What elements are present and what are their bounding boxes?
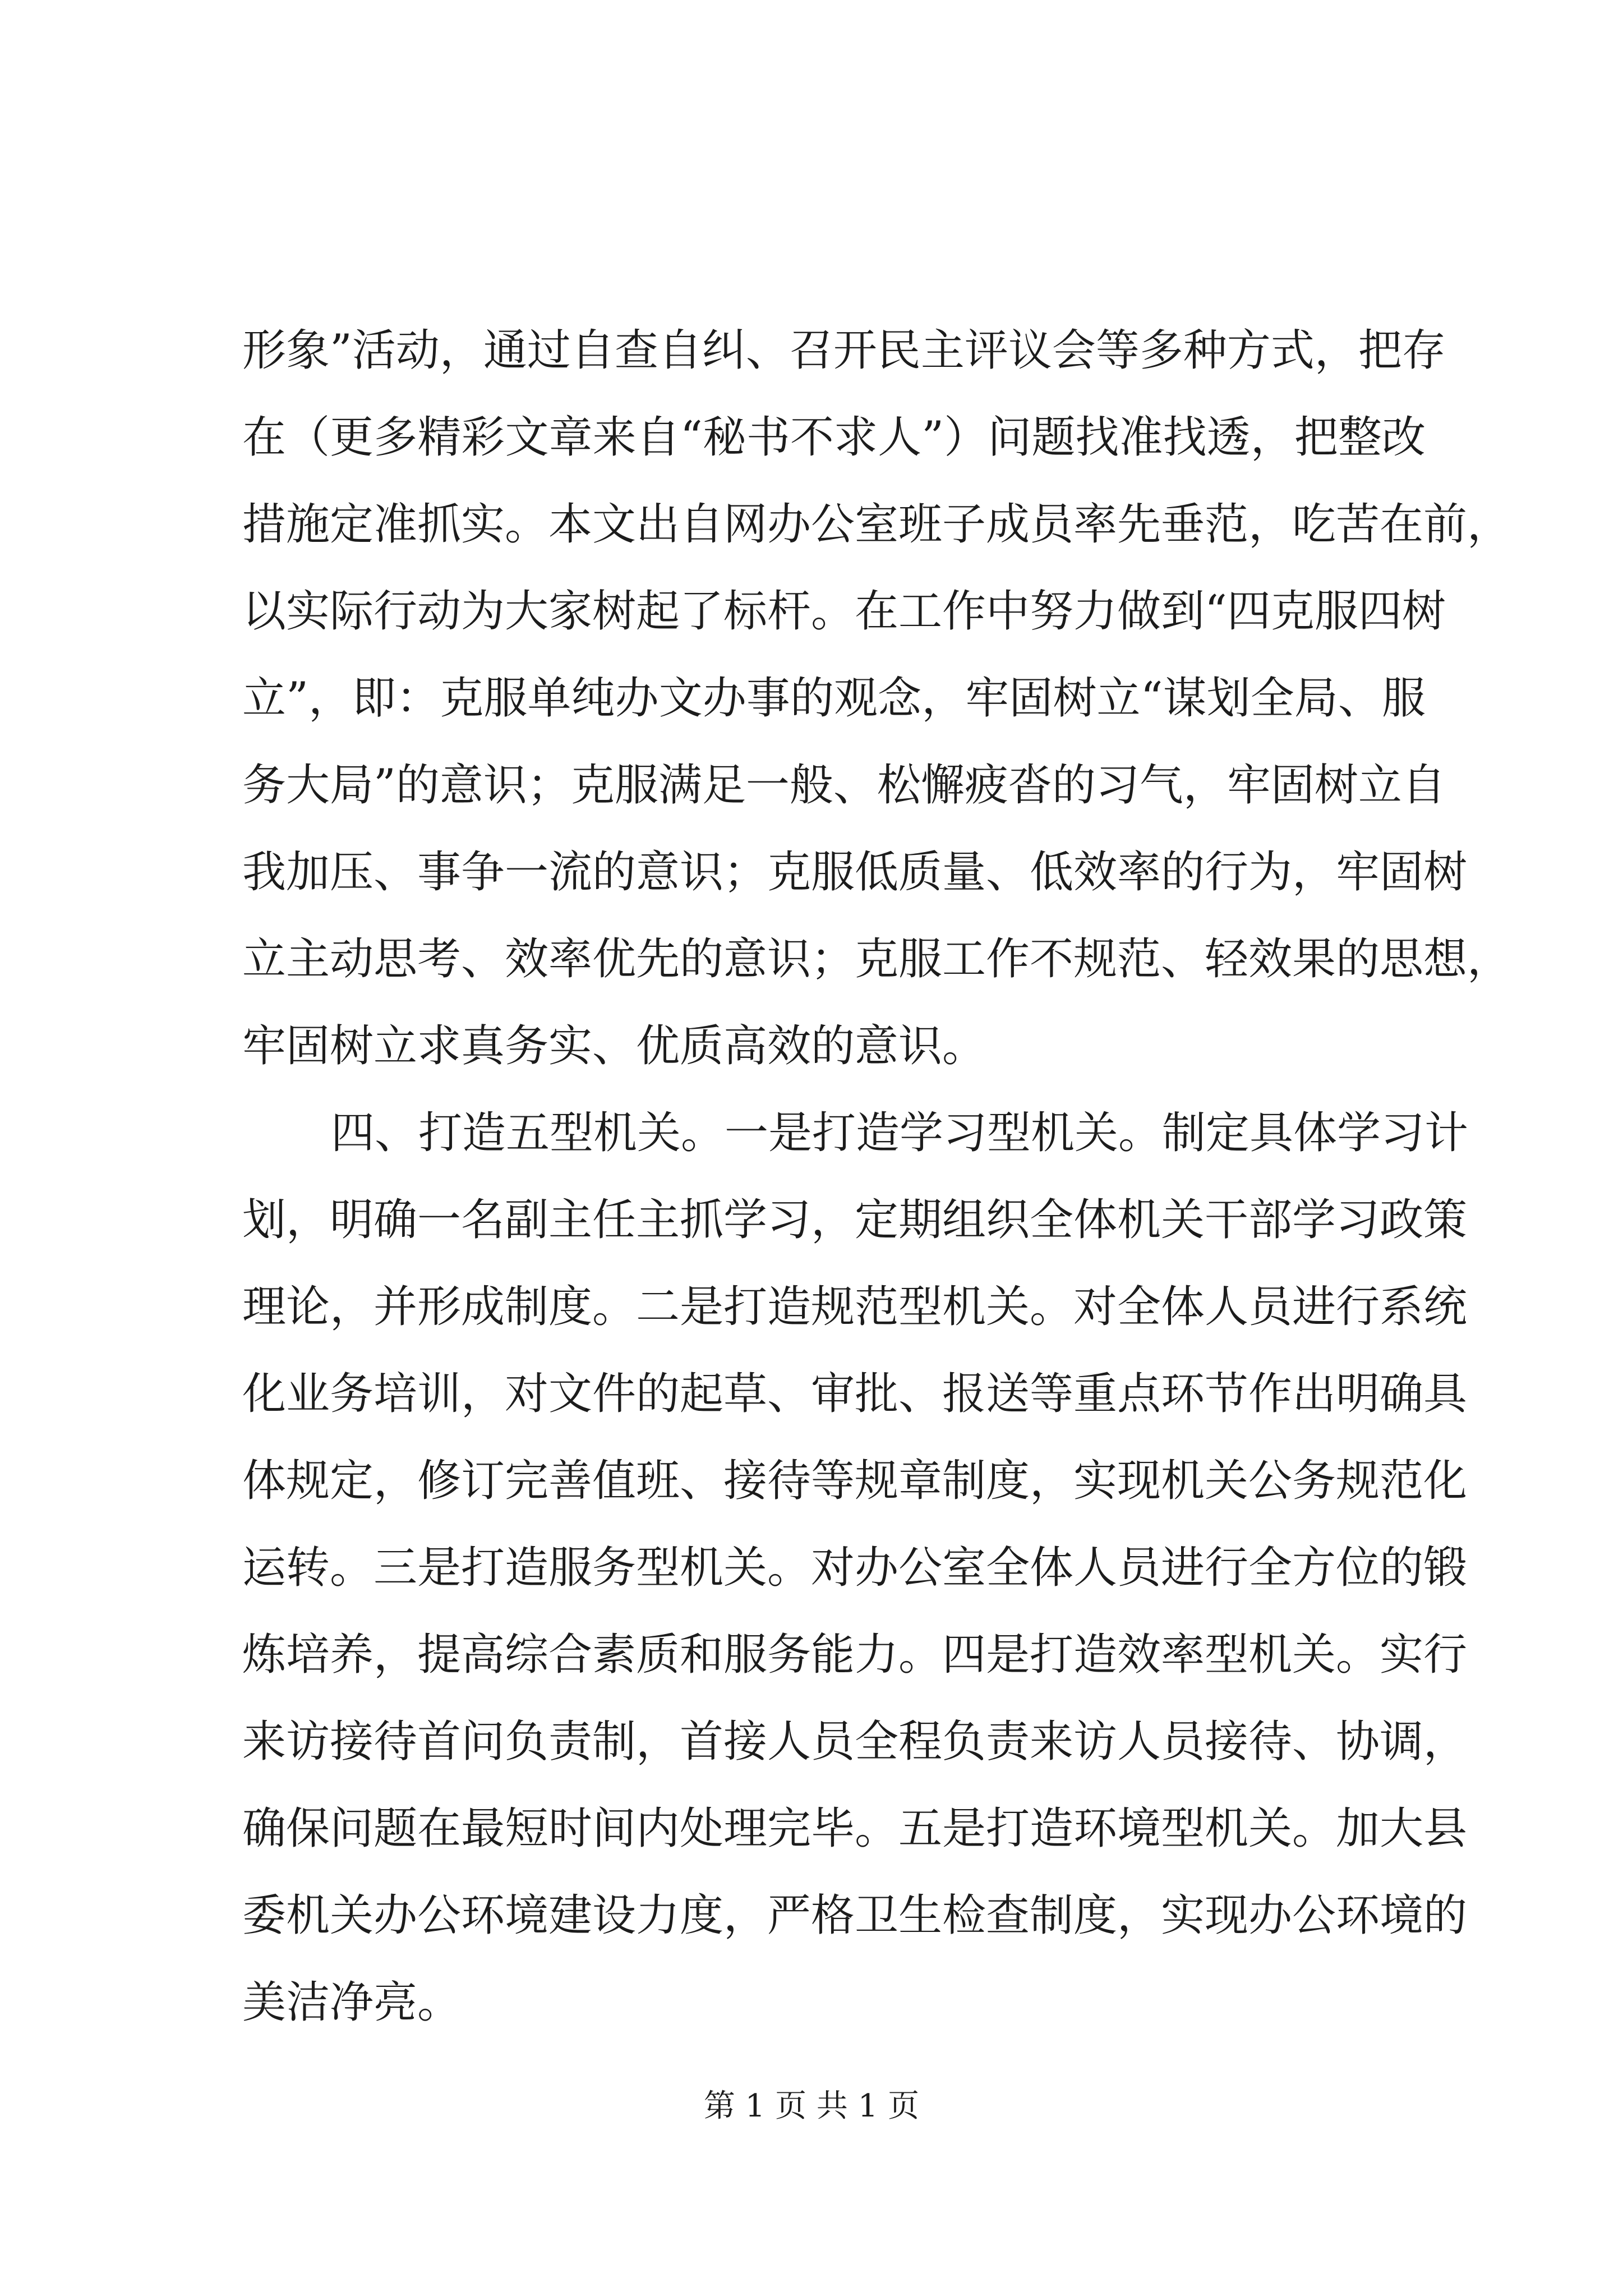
text-line: 划，明确一名副主任主抓学习，定期组织全体机关干部学习政策 [242,1195,1468,1245]
text-line: 美洁净亮。 [242,1977,462,2028]
text-line: 运转。三是打造服务型机关。对办公室全体人员进行全方位的锻 [242,1543,1468,1593]
text-line: 理论，并形成制度。二是打造规范型机关。对全体人员进行系统 [242,1282,1468,1332]
text-line: 体规定，修订完善值班、接待等规章制度，实现机关公务规范化 [242,1456,1468,1506]
text-line: 化业务培训，对文件的起草、审批、报送等重点环节作出明确具 [242,1369,1468,1419]
text-line: 以实际行动为大家树起了标杆。在工作中努力做到“四克服四树 [242,586,1446,637]
page-number-footer: 第 1 页 共 1 页 [703,2088,920,2124]
text-line: 立主动思考、效率优先的意识；克服工作不规范、轻效果的思想， [242,934,1511,984]
text-line: 我加压、事争一流的意识；克服低质量、低效率的行为，牢固树 [242,847,1468,898]
text-line: 委机关办公环境建设力度，严格卫生检查制度，实现办公环境的 [242,1890,1468,1941]
paragraph-1 [242,307,1511,1090]
paragraph-2 [242,1090,1469,2046]
document-body [242,307,1511,2046]
text-line: 炼培养，提高综合素质和服务能力。四是打造效率型机关。实行 [242,1630,1468,1680]
text-line: 措施定准抓实。本文出自网办公室班子成员率先垂范，吃苦在前， [242,499,1511,550]
text-line: 形象”活动，通过自查自纠、召开民主评议会等多种方式，把存 [242,325,1446,376]
text-line: 务大局”的意识；克服满足一般、松懈疲沓的习气，牢固树立自 [242,760,1446,811]
text-line: 确保问题在最短时间内处理完毕。五是打造环境型机关。加大县 [242,1803,1468,1854]
text-line: 四、打造五型机关。一是打造学习型机关。制定具体学习计 [331,1108,1469,1158]
text-line: 牢固树立求真务实、优质高效的意识。 [242,1021,986,1071]
text-line: 在（更多精彩文章来自“秘书不求人”）问题找准找透，把整改 [242,412,1426,463]
text-line: 来访接待首问负责制，首接人员全程负责来访人员接待、协调， [242,1717,1468,1767]
text-line: 立”，即：克服单纯办文办事的观念，牢固树立“谋划全局、服 [242,673,1426,724]
